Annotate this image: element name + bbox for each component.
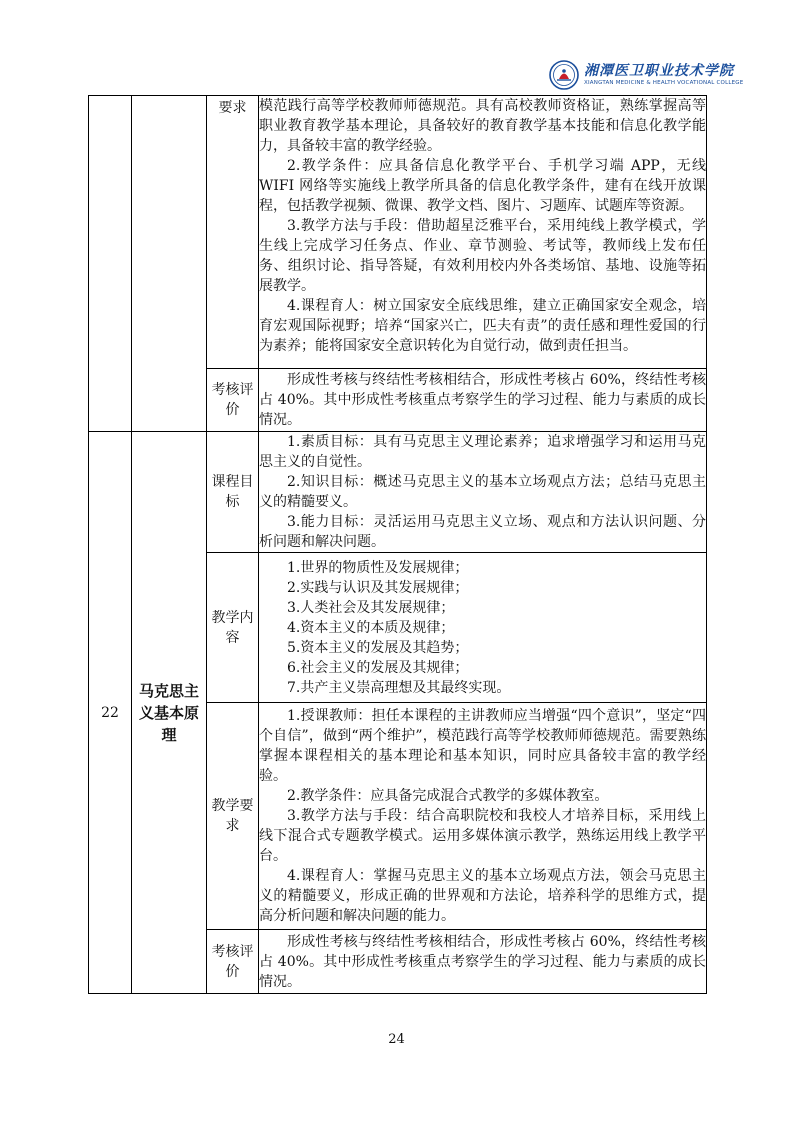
objectives-label: 课程目标	[207, 432, 259, 553]
content-list	[259, 553, 707, 703]
content-item: 2.实践与认识及其发展规律；	[287, 579, 469, 596]
prev-requirements-content	[259, 96, 707, 369]
requirements-paragraph: 3.教学方法与手段：结合高职院校和我校人才培养目标，采用线上线下混合式专题教学模式。运用多媒体演示教学，熟练运用线上教学平台。	[259, 808, 706, 864]
content-item: 7.共产主义崇高理想及其最终实现。	[287, 679, 511, 696]
content-item: 3.人类社会及其发展规律；	[287, 599, 455, 616]
requirements-content	[259, 703, 707, 930]
content-item: 1.世界的物质性及发展规律；	[287, 559, 469, 576]
objective-paragraph: 3.能力目标：灵活运用马克思主义立场、观点和方法认识问题、分析问题和解决问题。	[259, 514, 706, 550]
content-label: 教学内容	[207, 553, 259, 703]
content-item: 4.资本主义的本质及规律；	[287, 619, 455, 636]
page-number: 24	[388, 1032, 405, 1047]
assessment-content: 形成性考核与终结性考核相结合，形成性考核占 60%，终结性考核占 40%。其中形成性考核重点考察学生的学习过程、能力与素质的成长情况。	[259, 930, 707, 994]
course-name: 马克思主义基本原理	[132, 432, 207, 994]
content-item: 6.社会主义的发展及其规律；	[287, 659, 469, 676]
college-name: 湘潭医卫职业技术学院	[584, 63, 734, 79]
prev-requirements-paragraph: 4.课程育人：树立国家安全底线思维，建立正确国家安全观念，培育宏观国际视野；培养“国家兴亡，匹夫有责”的责任感和理性爱国的行为素养；能将国家安全意识转化为自觉行动，做到责任担当。	[259, 298, 706, 354]
prev-requirements-paragraph: 3.教学方法与手段：借助超星泛雅平台，采用纯线上教学模式，学生线上完成学习任务点、作业、章节测验、考试等，教师线上发布任务、组织讨论、指导答疑，有效利用校内外各类场馆、基地、设施等拓展教学。	[259, 218, 706, 294]
prev-requirements-paragraph: 2.教学条件：应具备信息化教学平台、手机学习端 APP，无线 WIFI 网络等实施线上教学所具备的信息化教学条件，建有在线开放课程，包括教学视频、微课、教学文档、图片、习题库、试题库等资源。	[259, 158, 706, 214]
prev-course-number-cell	[89, 96, 132, 432]
objective-paragraph: 2.知识目标：概述马克思主义的基本立场观点方法；总结马克思主义的精髓要义。	[259, 474, 706, 510]
prev-assessment-label: 考核评价	[207, 369, 259, 432]
course-table	[88, 95, 707, 994]
table-row	[89, 96, 707, 369]
content-item: 5.资本主义的发展及其趋势；	[287, 639, 469, 656]
objectives-content	[259, 432, 707, 553]
prev-requirements-label: 要求	[207, 96, 259, 369]
requirements-paragraph: 2.教学条件：应具备完成混合式教学的多媒体教室。	[287, 788, 609, 804]
prev-course-name-cell	[132, 96, 207, 432]
prev-requirements-paragraph: 模范践行高等学校教师师德规范。具有高校教师资格证，熟练掌握高等职业教育教学基本理论，具备较好的教育教学基本技能和信息化教学能力，具备较丰富的教学经验。	[259, 98, 706, 154]
assessment-label: 考核评价	[207, 930, 259, 994]
college-logo	[549, 60, 743, 90]
college-name-en: XIANGTAN MEDICINE & HEALTH VOCATIONAL COLLEGE	[584, 80, 744, 86]
table-row	[89, 432, 707, 553]
requirements-paragraph: 4.课程育人：掌握马克思主义的基本立场观点方法，领会马克思主义的精髓要义，形成正确的世界观和方法论，培养科学的思维方式，提高分析问题和解决问题的能力。	[259, 868, 706, 924]
objective-paragraph: 1.素质目标：具有马克思主义理论素养；追求增强学习和运用马克思主义的自觉性。	[259, 434, 706, 470]
prev-assessment-content: 形成性考核与终结性考核相结合，形成性考核占 60%，终结性考核占 40%。其中形成性考核重点考察学生的学习过程、能力与素质的成长情况。	[259, 369, 707, 432]
requirements-paragraph: 1.授课教师：担任本课程的主讲教师应当增强“四个意识”，坚定“四个自信”，做到“两个维护”，模范践行高等学校教师师德规范。需要熟练掌握本课程相关的基本理论和基本知识，同时应具备较丰富的教学经验。	[259, 708, 706, 784]
college-emblem-icon	[549, 60, 579, 90]
course-number: 22	[89, 432, 132, 994]
requirements-label: 教学要求	[207, 703, 259, 930]
